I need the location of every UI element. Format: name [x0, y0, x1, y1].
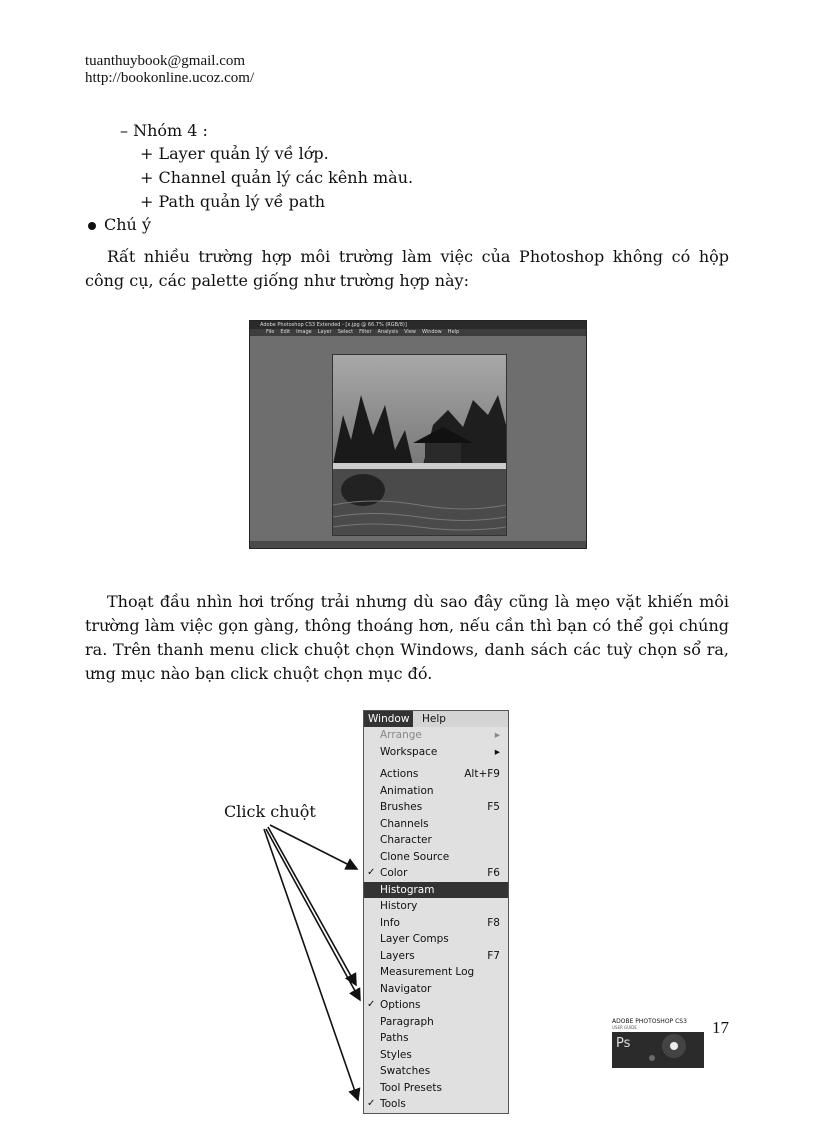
menu-item-actions[interactable] — [364, 766, 508, 783]
menu-item-workspace[interactable] — [364, 744, 508, 761]
submenu-arrow-icon: ▸ — [494, 729, 500, 741]
menu-item-label: History — [380, 900, 418, 912]
menu-shortcut: F7 — [487, 949, 500, 962]
menu-item-label: Brushes — [380, 801, 423, 813]
menu-item-label: Actions — [380, 768, 419, 780]
logo-image — [612, 1032, 704, 1068]
logo-subtitle: USER GUIDE — [612, 1025, 637, 1030]
menu-item-label: Character — [380, 834, 432, 846]
ps-menu-item: Edit — [280, 329, 291, 335]
menu-item-histogram[interactable] — [364, 882, 508, 899]
arrow-to-navigator — [268, 827, 356, 985]
menu-item-paths[interactable] — [364, 1030, 508, 1047]
menu-item-label: Navigator — [380, 982, 432, 995]
checkmark-icon: ✓ — [367, 867, 376, 878]
ps-menu-item: Help — [447, 329, 460, 335]
menu-item-label: Channels — [380, 817, 429, 830]
menu-item-label: Options — [380, 999, 421, 1011]
menu-item-label: Paragraph — [380, 1015, 434, 1028]
callout-label: Click chuột — [224, 802, 316, 821]
menu-item-label: Info — [380, 916, 400, 929]
ps-menu-item: View — [404, 329, 416, 335]
menu-help[interactable]: Help — [422, 713, 446, 725]
ps-menu-item: Filter — [359, 329, 372, 335]
menu-item-paragraph[interactable] — [364, 1014, 508, 1031]
ps-menu-item: Image — [296, 329, 312, 335]
menu-item-label: Tools — [380, 1098, 406, 1110]
menu-item-arrange — [364, 727, 508, 744]
arrow-to-color — [270, 825, 357, 869]
menu-item-label: Styles — [380, 1048, 412, 1061]
menu-item-options[interactable] — [364, 997, 508, 1014]
arrow-to-options — [266, 829, 360, 1000]
ps-cs3-logo — [612, 1018, 704, 1070]
menu-item-animation[interactable] — [364, 783, 508, 800]
header-email: tuanthuybook@gmail.com — [85, 53, 246, 69]
menu-item-layers[interactable] — [364, 948, 508, 965]
menu-item-label: Color — [380, 867, 408, 879]
menu-shortcut: Alt+F9 — [464, 768, 500, 780]
menu-item-label: Clone Source — [380, 850, 450, 863]
list-item: + Path quản lý về path — [140, 192, 326, 211]
window-menu — [363, 710, 509, 1114]
menu-item-swatches[interactable] — [364, 1063, 508, 1080]
menu-item-navigator[interactable] — [364, 981, 508, 998]
menu-item-info[interactable] — [364, 915, 508, 932]
menu-item-label: Layer Comps — [380, 933, 449, 945]
menu-item-tools[interactable] — [364, 1096, 508, 1113]
menu-item-clone-source[interactable] — [364, 849, 508, 866]
menu-item-label: Tool Presets — [380, 1081, 442, 1094]
ps-menu-item: Select — [337, 329, 354, 335]
page-number: 17 — [712, 1018, 729, 1037]
menu-item-styles[interactable] — [364, 1047, 508, 1064]
menu-item-color[interactable] — [364, 865, 508, 882]
menu-item-character[interactable] — [364, 832, 508, 849]
menu-item-label: Arrange — [380, 729, 422, 741]
menu-item-history[interactable] — [364, 898, 508, 915]
ps-title-bar: Adobe Photoshop CS3 Extended - [x.jpg @ 66.7% (RGB/8)] — [250, 321, 586, 329]
menu-item-label: Workspace — [380, 745, 438, 758]
menu-item-tool-presets[interactable] — [364, 1080, 508, 1097]
ps-menu-item: Layer — [317, 329, 332, 335]
menu-item-channels[interactable] — [364, 816, 508, 833]
menu-window[interactable]: Window — [364, 711, 413, 727]
paragraph-2: Thoạt đầu nhìn hơi trống trải nhưng dù sao đây cũng là mẹo vặt khiến môi trường làm việc gọn gàng, thông thoáng hơn, nếu cần thì bạn có thể gọi chúng ra. Trên thanh menu click chuột chọn Windows, danh sách các tuỳ chọn sổ ra, ưng mục nào bạn click chuột chọn mục đó. — [85, 592, 729, 683]
list-item: + Channel quản lý các kênh màu. — [140, 168, 414, 187]
menu-item-label: Animation — [380, 784, 434, 797]
checkmark-icon: ✓ — [367, 999, 376, 1010]
menu-item-brushes[interactable] — [364, 799, 508, 816]
list-item: + Layer quản lý về lớp. — [140, 144, 329, 163]
ps-menu-item: Analysis — [377, 329, 399, 335]
header-url: http://bookonline.ucoz.com/ — [85, 70, 255, 86]
logo-ps: Ps — [616, 1036, 631, 1051]
paragraph-1: Rất nhiều trường hợp môi trường làm việc của Photoshop không có hộp công cụ, các palette giống như trường hợp này: — [85, 247, 729, 290]
menu-items — [364, 727, 508, 1113]
menu-item-label: Layers — [380, 949, 415, 962]
menu-item-label: Measurement Log — [380, 966, 475, 978]
menu-bar — [364, 711, 508, 727]
note-label: Chú ý — [104, 215, 151, 234]
menu-item-label: Paths — [380, 1032, 409, 1044]
group-title: – Nhóm 4 : — [120, 121, 208, 140]
submenu-arrow-icon: ▸ — [494, 745, 500, 758]
menu-item-label: Histogram — [380, 883, 435, 896]
ps-menu-item: Window — [422, 329, 442, 335]
ps-menu-item: File — [266, 329, 275, 335]
menu-shortcut: F5 — [487, 801, 500, 813]
checkmark-icon: ✓ — [367, 1098, 376, 1109]
menu-item-layer-comps[interactable] — [364, 931, 508, 948]
menu-shortcut: F8 — [487, 916, 500, 929]
menu-shortcut: F6 — [487, 867, 500, 879]
menu-item-measurement-log[interactable] — [364, 964, 508, 981]
logo-title: ADOBE PHOTOSHOP CS3 — [612, 1018, 687, 1025]
menu-item-label: Swatches — [380, 1065, 431, 1077]
